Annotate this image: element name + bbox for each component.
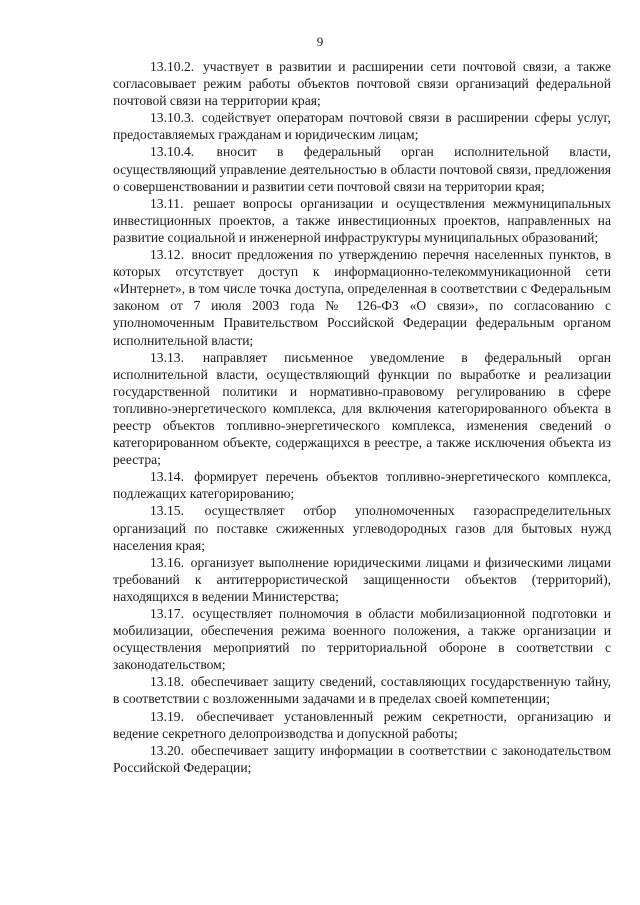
paragraph-number: 13.13. (150, 349, 184, 365)
paragraph-13-17 (113, 605, 611, 673)
paragraph-13-20 (113, 742, 611, 776)
paragraph-text: осуществляет отбор уполномоченных газораспределительных организаций по поставке сжиженных углеводородных газов для бытовых нужд населения края; (113, 503, 611, 553)
paragraph-number: 13.19. (150, 708, 184, 724)
paragraph-13-10-4 (113, 143, 611, 194)
paragraph-13-12 (113, 246, 611, 349)
paragraph-13-19 (113, 708, 611, 742)
paragraph-text: решает вопросы организации и осуществления межмуниципальных инвестиционных проектов, а также инвестиционных проектов, направленных на развитие социальной и инженерной инфраструктуры муниципальных образований; (113, 195, 611, 245)
paragraph-13-14 (113, 468, 611, 502)
paragraph-13-10-3 (113, 109, 611, 143)
document-body (113, 58, 611, 776)
paragraph-13-15 (113, 502, 611, 553)
paragraph-number: 13.10.3. (150, 110, 195, 126)
paragraph-text: обеспечивает защиту информации в соответствии с законодательством Российской Федерации; (113, 742, 611, 775)
page-number: 9 (316, 34, 324, 49)
paragraph-text: содействует операторам почтовой связи в расширении сферы услуг, предоставляемых гражданам и юридическим лицам; (113, 110, 611, 143)
paragraph-13-11 (113, 195, 611, 246)
paragraph-text: вносит в федеральный орган исполнительной власти, осуществляющий управление деятельностью в области почтовой связи, предложения о совершенствовании и развитии сети почтовой связи на территории края; (113, 144, 611, 194)
paragraph-number: 13.20. (150, 742, 184, 758)
paragraph-text: осуществляет полномочия в области мобилизационной подготовки и мобилизации, обеспечения режима военного положения, а также организации и осуществления мероприятий по территориальной обороне в соответствии с законодательством; (113, 606, 611, 673)
paragraph-text: обеспечивает защиту сведений, составляющих государственную тайну, в соответствии с возложенными задачами и в пределах своей компетенции; (113, 674, 611, 707)
paragraph-13-10-2 (113, 58, 611, 109)
paragraph-13-16 (113, 554, 611, 605)
paragraph-number: 13.11. (150, 195, 184, 211)
paragraph-text: формирует перечень объектов топливно-энергетического комплекса, подлежащих категорированию; (113, 469, 611, 502)
paragraph-number: 13.10.4. (150, 144, 195, 160)
paragraph-text: организует выполнение юридическими лицами и физическими лицами требований к антитеррористической защищенности объектов (территорий), находящихся в ведении Министерства; (113, 554, 611, 604)
paragraph-text: обеспечивает установленный режим секретности, организацию и ведение секретного делопроизводства и допускной работы; (113, 708, 611, 741)
paragraph-number: 13.17. (150, 606, 184, 621)
paragraph-number: 13.15. (150, 503, 184, 519)
paragraph-number: 13.16. (150, 554, 184, 570)
paragraph-text: вносит предложения по утверждению перечня населенных пунктов, в которых отсутствует доступ к информационно-телекоммуникационной сети «Интернет», в том числе точка доступа, определенная в соответствии с Федеральным законом от 7 июля 2003 года № 126-ФЗ «О связи», по согласованию с уполномоченным Правительством Российской Федерации федеральным органом исполнительной власти; (113, 247, 611, 348)
paragraph-number: 13.14. (150, 469, 184, 485)
paragraph-13-18 (113, 673, 611, 707)
paragraph-number: 13.12. (150, 247, 184, 263)
paragraph-number: 13.18. (150, 674, 184, 690)
paragraph-text: направляет письменное уведомление в федеральный орган исполнительной власти, осуществляющий функции по выработке и реализации государственной политики и нормативно-правовому регулированию в сфере топливно-энергетического комплекса, для включения категорированного объекта в реестр объектов топливно-энергетического комплекса, изменения сведений о категорированном объекте, содержащихся в реестре, а также исключения объекта из реестра; (113, 349, 612, 468)
paragraph-number: 13.10.2. (150, 59, 195, 74)
paragraph-13-13 (113, 349, 611, 469)
paragraph-text: участвует в развитии и расширении сети почтовой связи, а также согласовывает режим работы объектов почтовой связи организаций федеральной почтовой связи на территории края; (113, 59, 611, 109)
